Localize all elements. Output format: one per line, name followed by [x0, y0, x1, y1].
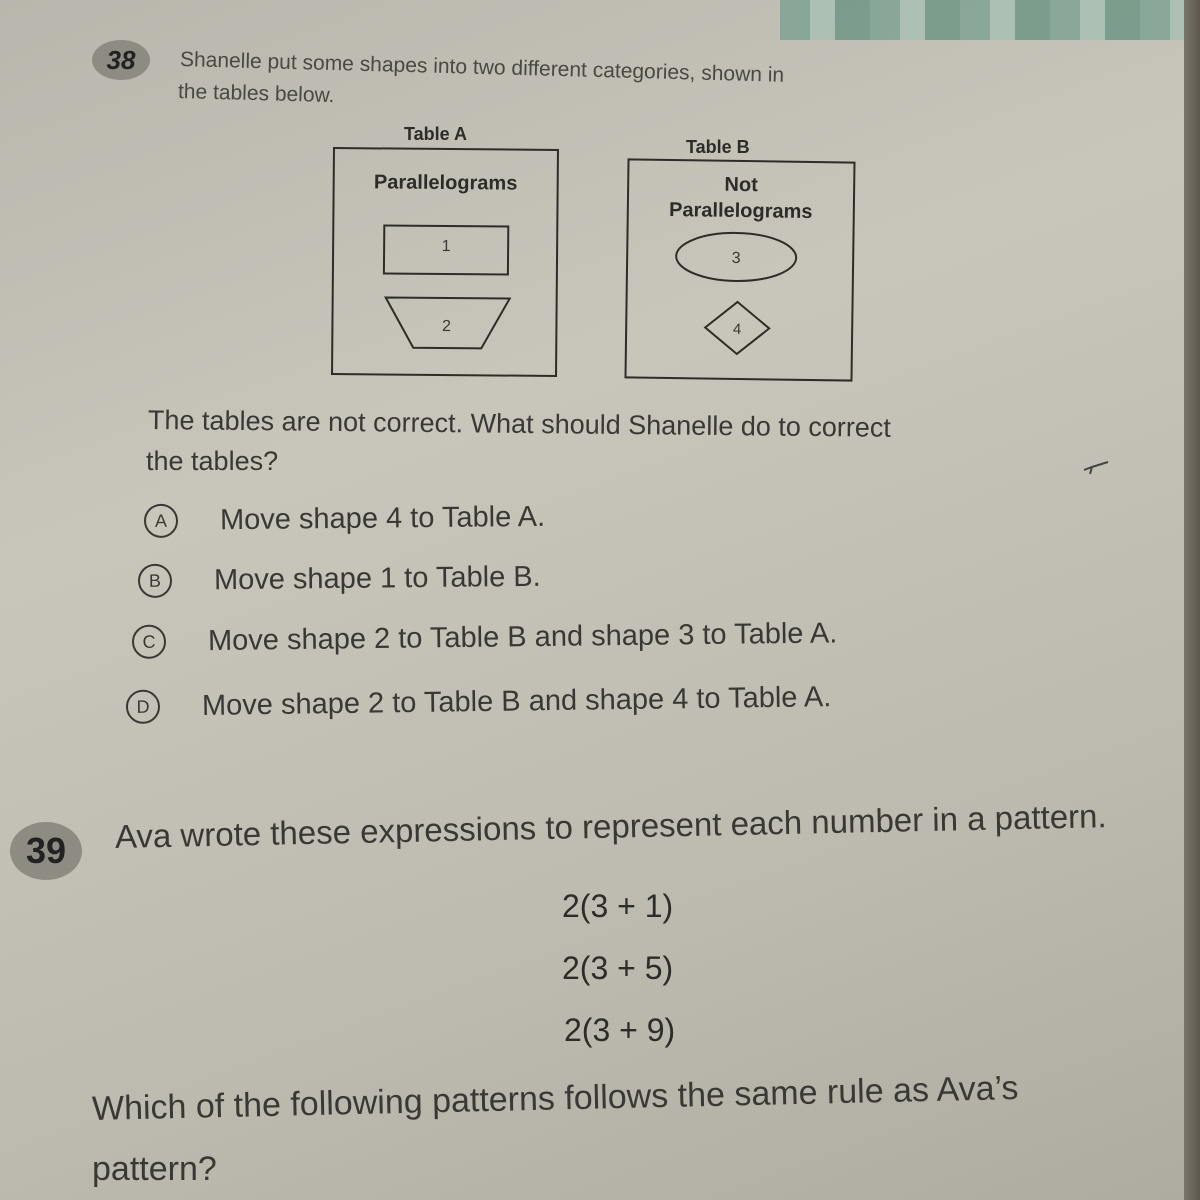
- table-a-label: Table A: [404, 124, 468, 144]
- choice-b-text: Move shape 1 to Table B.: [213, 560, 541, 596]
- question-stem-line-1: The tables are not correct. What should Shanelle do to correct: [147, 405, 892, 443]
- question-prompt-line-2: the tables below.: [177, 80, 335, 108]
- page-edge: [1184, 0, 1200, 1200]
- expression-2: 2(3 + 5): [562, 950, 674, 986]
- shape-4-rhombus: [705, 302, 770, 355]
- table-b-title-line-1: Not: [724, 173, 758, 197]
- choice-c[interactable]: [132, 616, 838, 659]
- choice-d-bubble[interactable]: D: [126, 690, 160, 724]
- choice-b-bubble[interactable]: B: [138, 564, 172, 598]
- shape-4-number: 4: [732, 320, 742, 339]
- shape-1-rectangle: [384, 225, 508, 274]
- expression-3: 2(3 + 9): [564, 1012, 676, 1048]
- shape-3-number: 3: [731, 249, 741, 268]
- shape-3-ellipse: [676, 232, 797, 282]
- choice-b[interactable]: [138, 560, 541, 598]
- pencil-check-mark: [1082, 458, 1110, 476]
- question-39-follow-line-2: pattern?: [92, 1150, 217, 1188]
- choice-a[interactable]: [144, 500, 545, 538]
- table-b-label: Table B: [686, 137, 750, 157]
- question-39-prompt: Ava wrote these expressions to represent each number in a pattern.: [114, 797, 1107, 855]
- question-number-badge: 38: [92, 40, 150, 80]
- table-b-box: [624, 158, 855, 381]
- choice-d-text: Move shape 2 to Table B and shape 4 to Table A.: [201, 680, 832, 722]
- background-fabric: [780, 0, 1200, 40]
- choice-c-text: Move shape 2 to Table B and shape 3 to Table A.: [207, 616, 838, 657]
- shape-2-trapezoid: [385, 297, 509, 348]
- question-stem-line-2: the tables?: [146, 446, 279, 476]
- table-a-shapes: [333, 149, 557, 375]
- expression-1: 2(3 + 1): [562, 888, 674, 924]
- choice-a-text: Move shape 4 to Table A.: [219, 500, 546, 536]
- table-a-box: [331, 147, 559, 377]
- table-b-shapes: [627, 160, 854, 379]
- table-b-title-line-2: Parallelograms: [668, 199, 813, 224]
- question-prompt-line-1: Shanelle put some shapes into two different categories, shown in: [179, 48, 785, 87]
- choice-d[interactable]: [126, 680, 832, 724]
- table-a-title: Parallelograms: [373, 171, 518, 195]
- shape-2-number: 2: [441, 317, 451, 336]
- question-39-follow-line-1: Which of the following patterns follows the same rule as Ava’s: [91, 1068, 1019, 1128]
- choice-a-bubble[interactable]: A: [144, 504, 178, 538]
- shape-1-number: 1: [441, 237, 451, 256]
- choice-c-bubble[interactable]: C: [132, 625, 166, 659]
- question-number-badge-39: 39: [10, 822, 82, 880]
